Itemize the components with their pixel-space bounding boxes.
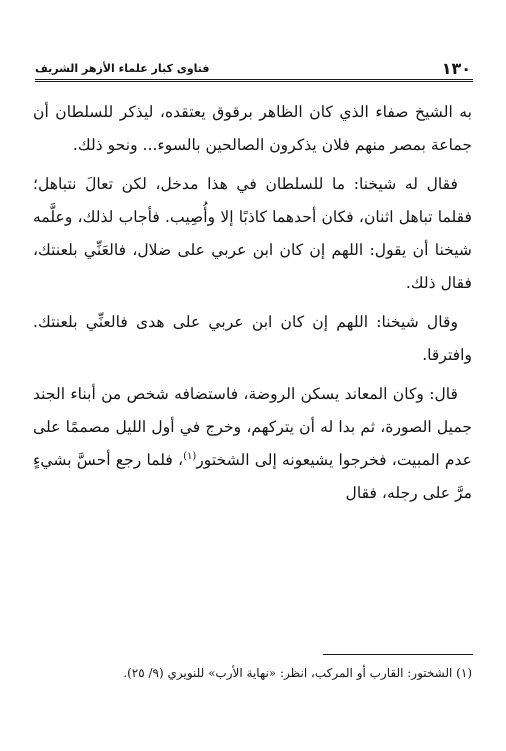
- header-rule: [35, 79, 473, 82]
- running-title: فتاوى كبار علماء الأزهر الشريف: [35, 62, 210, 75]
- page-number: ١٣٠: [441, 59, 471, 78]
- paragraph-with-footnote: [33, 378, 472, 510]
- paragraph: فقال له شيخنا: ما للسلطان في هذا مدخل، لكن تعالَ نتباهل؛ فقلما تباهل اثنان، فكان أحدهما كاذبًا إلا وأُصِيب. فأجاب لذلك، وعلَّمه شيخنا أن يقول: اللهم إن كان ابن عربي على ضلال، فالعَنِّي بلعنتك، فقال ذلك.: [33, 175, 472, 292]
- page-header: [35, 60, 473, 80]
- footnote-reference[interactable]: (١): [183, 450, 197, 462]
- body-text: [33, 96, 472, 516]
- footnote-separator: [323, 654, 473, 655]
- footnote: (١) الشختور: القارب أو المركب، انظر: «نهاية الأرب» للنويري (٩/ ٢٥).: [123, 666, 472, 680]
- paragraph-part: قال: وكان المعاند يسكن الروضة، فاستضافه شخص من أبناء الجند جميل الصورة، ثم بدا له أن يتركهم، وخرج في أول الليل مصممًا على عدم المبيت، فخرجوا يشيعونه إلى الشختور: [33, 385, 472, 469]
- paragraph: به الشيخ صفاء الذي كان الظاهر برقوق يعتقده، ليذكر للسلطان أن جماعة بمصر منهم فلان يذكرون الصالحين بالسوء... ونحو ذلك.: [33, 103, 472, 154]
- paragraph-part: ، فلما رجع أحسَّ بشيءٍ مرَّ على رجله، فقال: [33, 451, 472, 502]
- paragraph: وقال شيخنا: اللهم إن كان ابن عربي على هدى فالعنِّي بلعنتك. وافترقا.: [33, 313, 472, 364]
